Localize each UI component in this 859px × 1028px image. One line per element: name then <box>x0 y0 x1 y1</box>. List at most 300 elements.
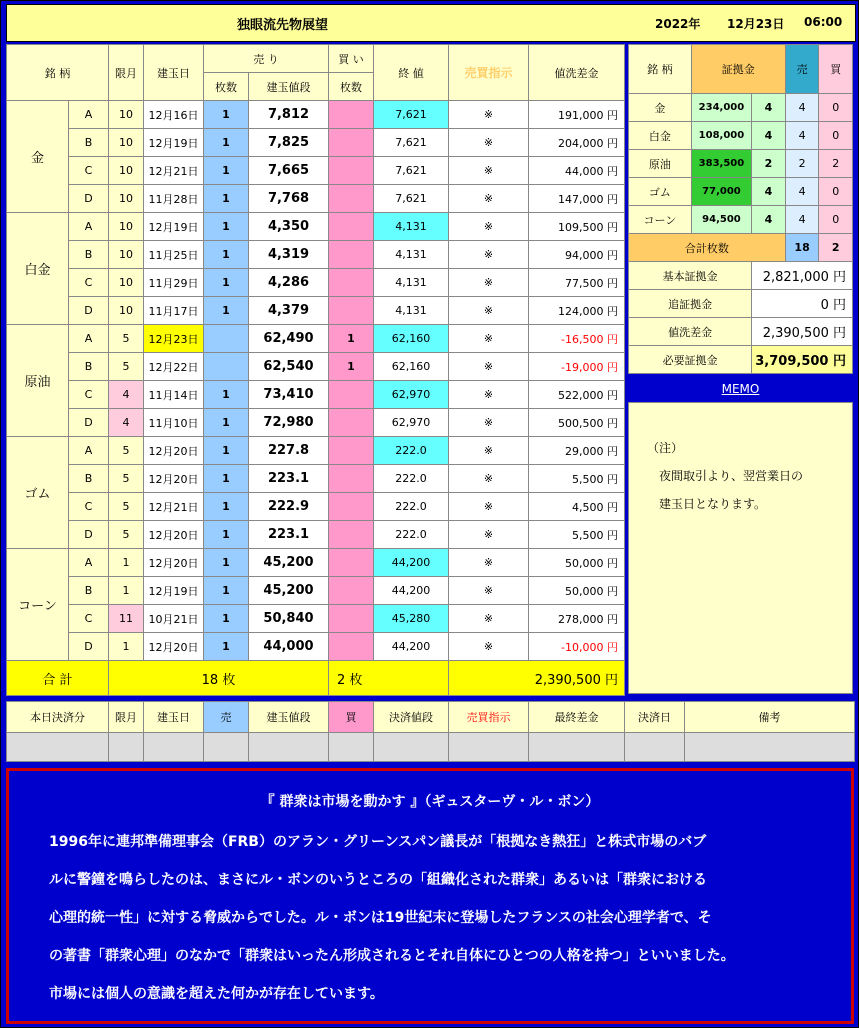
settle-header: 売 <box>204 702 249 733</box>
margin-row <box>629 150 853 178</box>
row-close: 44,200 <box>374 577 449 605</box>
row-instruction: ※ <box>449 549 529 577</box>
row-nearai: 109,500 円 <box>529 213 625 241</box>
margin-value: 234,000 <box>691 94 751 122</box>
row-nearai: -10,000 円 <box>529 633 625 661</box>
side-header-kai: 買 <box>819 45 853 94</box>
margin-sell: 2 <box>785 150 819 178</box>
row-instruction: ※ <box>449 605 529 633</box>
settle-header: 限月 <box>109 702 144 733</box>
row-label: A <box>69 325 109 353</box>
row-sell-qty: 1 <box>204 185 249 213</box>
margin-sell: 4 <box>785 178 819 206</box>
page-title: 独眼流先物展望 <box>237 18 329 33</box>
margin-buy: 2 <box>819 150 853 178</box>
row-close: 7,621 <box>374 129 449 157</box>
row-nearai: 44,000 円 <box>529 157 625 185</box>
table-row <box>7 101 625 129</box>
settle-header: 建玉日 <box>144 702 204 733</box>
row-instruction: ※ <box>449 465 529 493</box>
row-sell-qty <box>204 325 249 353</box>
row-sell-qty: 1 <box>204 381 249 409</box>
row-sell-qty: 1 <box>204 605 249 633</box>
row-date: 12月23日 <box>144 325 204 353</box>
row-nearai: 50,000 円 <box>529 577 625 605</box>
row-month: 10 <box>109 213 144 241</box>
margin-row <box>629 122 853 150</box>
side-header-meigara: 銘 柄 <box>629 45 692 94</box>
row-instruction: ※ <box>449 157 529 185</box>
table-row <box>7 409 625 437</box>
row-label: D <box>69 185 109 213</box>
table-row <box>7 269 625 297</box>
row-nearai: 500,500 円 <box>529 409 625 437</box>
row-close: 4,131 <box>374 213 449 241</box>
margin-value: 94,500 <box>691 206 751 234</box>
settle-cell[interactable] <box>329 733 374 762</box>
baibai-button[interactable]: 売買指示 <box>449 45 529 101</box>
margin-row <box>629 94 853 122</box>
col-header-nearai: 値洗差金 <box>529 45 625 101</box>
margin-summary-table <box>628 44 853 374</box>
row-month: 10 <box>109 101 144 129</box>
memo-line-2: 夜間取引より、翌営業日の <box>659 469 804 483</box>
margin-row <box>629 178 853 206</box>
row-month: 11 <box>109 605 144 633</box>
row-close: 7,621 <box>374 101 449 129</box>
table-row <box>7 213 625 241</box>
row-buy-qty <box>329 297 374 325</box>
row-close: 44,200 <box>374 549 449 577</box>
row-nearai: -16,500 円 <box>529 325 625 353</box>
total-sell: 18 枚 <box>109 661 329 696</box>
row-instruction: ※ <box>449 297 529 325</box>
row-month: 10 <box>109 241 144 269</box>
row-close: 44,200 <box>374 633 449 661</box>
memo-line-1: （注） <box>647 441 684 455</box>
commodity-name: コーン <box>7 549 69 661</box>
row-sell-qty: 1 <box>204 633 249 661</box>
row-label: D <box>69 409 109 437</box>
table-row <box>7 381 625 409</box>
row-date: 12月20日 <box>144 465 204 493</box>
row-instruction: ※ <box>449 409 529 437</box>
row-label: B <box>69 465 109 493</box>
row-month: 1 <box>109 577 144 605</box>
row-close: 222.0 <box>374 465 449 493</box>
row-month: 10 <box>109 269 144 297</box>
row-instruction: ※ <box>449 437 529 465</box>
settle-cell[interactable] <box>449 733 529 762</box>
row-close: 222.0 <box>374 493 449 521</box>
row-close: 4,131 <box>374 297 449 325</box>
row-date: 12月21日 <box>144 157 204 185</box>
row-nearai: 204,000 円 <box>529 129 625 157</box>
table-row <box>7 157 625 185</box>
table-row <box>7 437 625 465</box>
row-label: C <box>69 269 109 297</box>
settle-cell[interactable] <box>109 733 144 762</box>
row-sell-qty: 1 <box>204 409 249 437</box>
margin-qty: 4 <box>752 122 786 150</box>
memo-link[interactable]: MEMO <box>721 382 760 396</box>
row-label: C <box>69 157 109 185</box>
row-nearai: 50,000 円 <box>529 549 625 577</box>
row-close: 4,131 <box>374 241 449 269</box>
row-date: 12月19日 <box>144 213 204 241</box>
row-buy-qty <box>329 437 374 465</box>
row-buy-qty <box>329 129 374 157</box>
row-instruction: ※ <box>449 129 529 157</box>
settle-header: 建玉値段 <box>249 702 329 733</box>
row-nearai: 124,000 円 <box>529 297 625 325</box>
row-instruction: ※ <box>449 185 529 213</box>
settle-header: 備考 <box>685 702 855 733</box>
table-row <box>7 353 625 381</box>
margin-buy: 0 <box>819 206 853 234</box>
row-nearai: 94,000 円 <box>529 241 625 269</box>
row-instruction: ※ <box>449 241 529 269</box>
row-price: 7,812 <box>249 101 329 129</box>
col-header-owarine: 終 値 <box>374 45 449 101</box>
row-price: 45,200 <box>249 577 329 605</box>
margin-qty: 2 <box>752 150 786 178</box>
title-bar <box>6 4 856 42</box>
table-row <box>7 521 625 549</box>
settle-cell[interactable] <box>374 733 449 762</box>
row-sell-qty: 1 <box>204 101 249 129</box>
row-label: A <box>69 101 109 129</box>
row-nearai: 4,500 円 <box>529 493 625 521</box>
row-month: 5 <box>109 465 144 493</box>
row-close: 7,621 <box>374 185 449 213</box>
row-close: 62,970 <box>374 409 449 437</box>
row-buy-qty: 1 <box>329 353 374 381</box>
table-row <box>7 185 625 213</box>
col-header-tategyokubi: 建玉日 <box>144 45 204 101</box>
row-close: 62,160 <box>374 325 449 353</box>
side-header-uri: 売 <box>785 45 819 94</box>
row-sell-qty: 1 <box>204 297 249 325</box>
row-nearai: 5,500 円 <box>529 521 625 549</box>
settle-header: 決済値段 <box>374 702 449 733</box>
nearai-label: 値洗差金 <box>629 318 752 346</box>
row-nearai: 5,500 円 <box>529 465 625 493</box>
row-month: 5 <box>109 521 144 549</box>
row-instruction: ※ <box>449 493 529 521</box>
row-buy-qty <box>329 493 374 521</box>
row-instruction: ※ <box>449 633 529 661</box>
header-year: 2022年 <box>655 17 701 31</box>
row-price: 4,319 <box>249 241 329 269</box>
row-price: 45,200 <box>249 549 329 577</box>
row-buy-qty <box>329 213 374 241</box>
row-price: 227.8 <box>249 437 329 465</box>
row-date: 12月20日 <box>144 633 204 661</box>
quote-line-5: 市場には個人の意識を超えた何かが存在しています。 <box>49 986 384 1002</box>
commodity-name: 原油 <box>7 325 69 437</box>
row-buy-qty: 1 <box>329 325 374 353</box>
side-header-shokokin: 証拠金 <box>691 45 785 94</box>
quote-line-4: の著書「群衆心理」のなかで「群衆はいったん形成されるとそれ自体にひとつの人格を持つ」といいました。 <box>49 948 735 964</box>
settle-cell[interactable] <box>529 733 625 762</box>
row-month: 4 <box>109 409 144 437</box>
row-instruction: ※ <box>449 325 529 353</box>
memo-line-3: 建玉日となります。 <box>659 497 767 511</box>
row-buy-qty <box>329 269 374 297</box>
row-instruction: ※ <box>449 353 529 381</box>
row-price: 44,000 <box>249 633 329 661</box>
margin-commodity: 金 <box>629 94 692 122</box>
row-close: 222.0 <box>374 437 449 465</box>
commodity-name: 白金 <box>7 213 69 325</box>
table-row <box>7 605 625 633</box>
hitsuyo-label: 必要証拠金 <box>629 346 752 374</box>
settle-cell[interactable] <box>144 733 204 762</box>
settle-cell[interactable] <box>625 733 685 762</box>
row-sell-qty: 1 <box>204 465 249 493</box>
margin-qty: 4 <box>752 206 786 234</box>
side-total-label: 合計枚数 <box>629 234 786 262</box>
row-price: 7,768 <box>249 185 329 213</box>
row-buy-qty <box>329 549 374 577</box>
total-buy: 2 枚 <box>329 661 449 696</box>
quote-title: 『 群衆は市場を動かす 』（ギュスターヴ・ル・ボン） <box>260 794 600 810</box>
row-month: 1 <box>109 633 144 661</box>
settle-cell[interactable] <box>7 733 109 762</box>
table-row <box>7 297 625 325</box>
col-header-buy-qty: 枚数 <box>329 73 374 101</box>
row-nearai: 77,500 円 <box>529 269 625 297</box>
row-instruction: ※ <box>449 577 529 605</box>
row-label: A <box>69 437 109 465</box>
row-buy-qty <box>329 381 374 409</box>
row-nearai: 29,000 円 <box>529 437 625 465</box>
row-label: B <box>69 353 109 381</box>
row-date: 12月20日 <box>144 437 204 465</box>
nearai-value: 2,390,500 円 <box>752 318 853 346</box>
row-month: 10 <box>109 157 144 185</box>
margin-qty: 4 <box>752 178 786 206</box>
row-date: 10月21日 <box>144 605 204 633</box>
settle-header: 最終差金 <box>529 702 625 733</box>
row-price: 7,665 <box>249 157 329 185</box>
row-label: A <box>69 213 109 241</box>
row-date: 11月28日 <box>144 185 204 213</box>
row-buy-qty <box>329 157 374 185</box>
row-price: 7,825 <box>249 129 329 157</box>
row-nearai: 191,000 円 <box>529 101 625 129</box>
row-sell-qty: 1 <box>204 493 249 521</box>
margin-sell: 4 <box>785 94 819 122</box>
row-month: 5 <box>109 325 144 353</box>
commodity-name: 金 <box>7 101 69 213</box>
margin-value: 108,000 <box>691 122 751 150</box>
row-instruction: ※ <box>449 101 529 129</box>
col-header-meigara: 銘 柄 <box>7 45 109 101</box>
total-row <box>7 661 625 696</box>
row-instruction: ※ <box>449 269 529 297</box>
row-price: 50,840 <box>249 605 329 633</box>
row-month: 10 <box>109 129 144 157</box>
row-instruction: ※ <box>449 213 529 241</box>
row-month: 5 <box>109 493 144 521</box>
row-sell-qty: 1 <box>204 437 249 465</box>
settle-cell[interactable] <box>685 733 855 762</box>
row-label: A <box>69 549 109 577</box>
row-price: 62,490 <box>249 325 329 353</box>
tsui-label: 追証拠金 <box>629 290 752 318</box>
row-label: B <box>69 129 109 157</box>
row-buy-qty <box>329 101 374 129</box>
hitsuyo-value: 3,709,500 円 <box>752 346 853 374</box>
row-date: 12月19日 <box>144 577 204 605</box>
row-price: 4,379 <box>249 297 329 325</box>
row-price: 4,350 <box>249 213 329 241</box>
row-month: 10 <box>109 297 144 325</box>
row-close: 62,970 <box>374 381 449 409</box>
settle-header: 買 <box>329 702 374 733</box>
row-date: 12月19日 <box>144 129 204 157</box>
settlement-table <box>6 701 855 762</box>
row-close: 45,280 <box>374 605 449 633</box>
quote-box <box>6 768 854 1024</box>
row-sell-qty: 1 <box>204 129 249 157</box>
settle-header: 売買指示 <box>449 702 529 733</box>
margin-commodity: コーン <box>629 206 692 234</box>
total-label: 合 計 <box>7 661 109 696</box>
row-label: D <box>69 521 109 549</box>
col-header-gengetsu: 限月 <box>109 45 144 101</box>
total-amount: 2,390,500 円 <box>449 661 625 696</box>
table-row <box>7 129 625 157</box>
table-row <box>7 241 625 269</box>
positions-table <box>6 44 625 696</box>
row-date: 12月20日 <box>144 521 204 549</box>
header-time: 06:00 <box>804 15 843 29</box>
col-header-sell-qty: 枚数 <box>204 73 249 101</box>
row-date: 11月29日 <box>144 269 204 297</box>
settle-cell[interactable] <box>249 733 329 762</box>
row-date: 11月25日 <box>144 241 204 269</box>
row-date: 11月14日 <box>144 381 204 409</box>
row-nearai: 278,000 円 <box>529 605 625 633</box>
side-total-sell: 18 <box>785 234 819 262</box>
margin-buy: 0 <box>819 94 853 122</box>
col-header-price: 建玉値段 <box>249 73 329 101</box>
row-buy-qty <box>329 521 374 549</box>
settle-header: 本日決済分 <box>7 702 109 733</box>
table-row <box>7 633 625 661</box>
row-buy-qty <box>329 605 374 633</box>
row-label: C <box>69 493 109 521</box>
row-buy-qty <box>329 241 374 269</box>
row-month: 5 <box>109 353 144 381</box>
quote-line-2: ルに警鐘を鳴らしたのは、まさにル・ボンのいうところの「組織化された群衆」あるいは「群衆における <box>49 872 707 888</box>
row-instruction: ※ <box>449 381 529 409</box>
table-row <box>7 465 625 493</box>
margin-value: 383,500 <box>691 150 751 178</box>
row-month: 1 <box>109 549 144 577</box>
row-label: D <box>69 297 109 325</box>
kihon-value: 2,821,000 円 <box>752 262 853 290</box>
margin-buy: 0 <box>819 178 853 206</box>
margin-row <box>629 206 853 234</box>
row-label: C <box>69 605 109 633</box>
row-price: 62,540 <box>249 353 329 381</box>
row-close: 7,621 <box>374 157 449 185</box>
margin-sell: 4 <box>785 206 819 234</box>
commodity-name: ゴム <box>7 437 69 549</box>
row-sell-qty: 1 <box>204 213 249 241</box>
row-sell-qty: 1 <box>204 521 249 549</box>
settle-header: 決済日 <box>625 702 685 733</box>
row-date: 12月16日 <box>144 101 204 129</box>
col-header-kai: 買 い <box>329 45 374 73</box>
row-label: B <box>69 241 109 269</box>
row-date: 12月21日 <box>144 493 204 521</box>
row-nearai: 522,000 円 <box>529 381 625 409</box>
table-row <box>7 493 625 521</box>
row-buy-qty <box>329 577 374 605</box>
margin-commodity: 白金 <box>629 122 692 150</box>
row-date: 12月22日 <box>144 353 204 381</box>
row-nearai: -19,000 円 <box>529 353 625 381</box>
row-date: 11月10日 <box>144 409 204 437</box>
row-nearai: 147,000 円 <box>529 185 625 213</box>
row-buy-qty <box>329 409 374 437</box>
margin-buy: 0 <box>819 122 853 150</box>
quote-line-1: 1996年に連邦準備理事会（FRB）のアラン・グリーンスパン議長が「根拠なき熱狂」と株式市場のバブ <box>49 834 707 850</box>
row-month: 4 <box>109 381 144 409</box>
row-price: 222.9 <box>249 493 329 521</box>
row-price: 4,286 <box>249 269 329 297</box>
margin-sell: 4 <box>785 122 819 150</box>
quote-line-3: 心理的統一性」に対する脅威からでした。ル・ボンは19世紀末に登場したフランスの社会心理学者で、そ <box>49 910 712 926</box>
row-close: 62,160 <box>374 353 449 381</box>
side-total-buy: 2 <box>819 234 853 262</box>
memo-box <box>628 402 853 694</box>
row-buy-qty <box>329 185 374 213</box>
margin-qty: 4 <box>752 94 786 122</box>
row-price: 72,980 <box>249 409 329 437</box>
margin-commodity: 原油 <box>629 150 692 178</box>
row-sell-qty: 1 <box>204 577 249 605</box>
settle-cell[interactable] <box>204 733 249 762</box>
table-row <box>7 577 625 605</box>
header-date: 12月23日 <box>727 17 785 31</box>
memo-link-bar <box>628 378 853 400</box>
row-price: 73,410 <box>249 381 329 409</box>
margin-commodity: ゴム <box>629 178 692 206</box>
kihon-label: 基本証拠金 <box>629 262 752 290</box>
row-sell-qty: 1 <box>204 157 249 185</box>
row-date: 12月20日 <box>144 549 204 577</box>
row-month: 10 <box>109 185 144 213</box>
margin-value: 77,000 <box>691 178 751 206</box>
row-close: 222.0 <box>374 521 449 549</box>
row-label: B <box>69 577 109 605</box>
row-price: 223.1 <box>249 521 329 549</box>
row-price: 223.1 <box>249 465 329 493</box>
row-date: 11月17日 <box>144 297 204 325</box>
row-close: 4,131 <box>374 269 449 297</box>
row-buy-qty <box>329 633 374 661</box>
row-sell-qty: 1 <box>204 269 249 297</box>
table-row <box>7 549 625 577</box>
tsui-value: 0 円 <box>752 290 853 318</box>
row-label: C <box>69 381 109 409</box>
